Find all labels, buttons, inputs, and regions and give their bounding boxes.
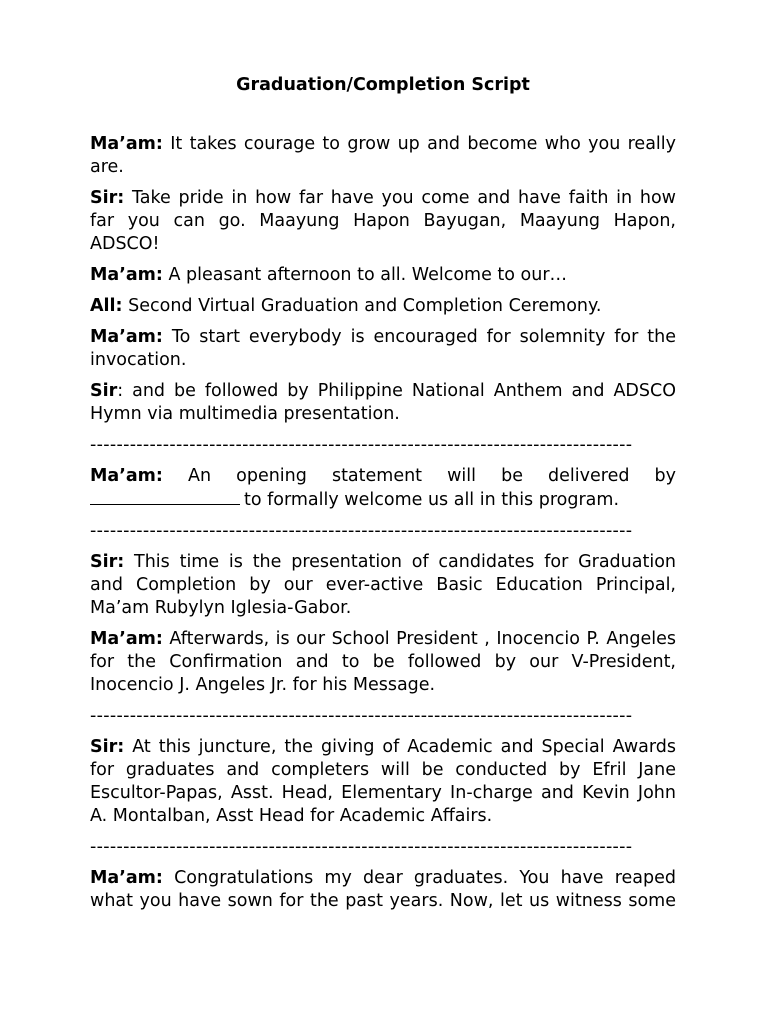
script-line	[90, 187, 676, 256]
speaker-label: Sir	[90, 381, 118, 401]
script-line	[90, 465, 676, 512]
script-line	[90, 551, 676, 620]
script-text: At this juncture, the giving of Academic and Special Awards for graduates and completers will be conducted by Efril Jane Escultor-Papas, Asst. Head, Elementary In-charge and Kevin John A. Montalban, Asst Head for Academic Affairs.	[90, 737, 676, 826]
fill-in-blank	[90, 488, 240, 505]
section-divider: ----------------------------------------------------------------------------------	[90, 837, 633, 857]
script-text: to formally welcome us all in this program.	[244, 490, 620, 510]
script-line	[90, 736, 676, 828]
script-text: Take pride in how far have you come and have faith in how far you can go. Maayung Hapon Bayugan, Maayung Hapon, ADSCO!	[90, 188, 676, 254]
script-line	[90, 326, 676, 372]
speaker-label: Sir:	[90, 552, 125, 572]
script-text: An opening statement will be delivered by	[162, 466, 676, 486]
speaker-label: All:	[90, 296, 123, 316]
section-divider: ----------------------------------------------------------------------------------	[90, 435, 633, 455]
script-text: This time is the presentation of candidates for Graduation and Completion by our ever-active Basic Education Principal, Ma’am Rubylyn Iglesia-Gabor.	[90, 552, 676, 618]
script-line	[90, 867, 676, 913]
speaker-label: Ma’am:	[90, 134, 163, 154]
section-divider: ----------------------------------------------------------------------------------	[90, 706, 633, 726]
script-text: It takes courage to grow up and become who you really are.	[90, 134, 676, 177]
speaker-label: Ma’am:	[90, 868, 163, 888]
speaker-label: Ma’am:	[90, 466, 163, 486]
document-title: Graduation/Completion Script	[236, 75, 530, 95]
speaker-label: Sir:	[90, 188, 125, 208]
speaker-label: Ma’am:	[90, 629, 163, 649]
script-text: Second Virtual Graduation and Completion Ceremony.	[122, 296, 602, 316]
script-text: Afterwards, is our School President , Inocencio P. Angeles for the Confirmation and to be followed by our V-President, Inocencio J. Angeles Jr. for his Message.	[90, 629, 676, 695]
speaker-label: Ma’am:	[90, 265, 163, 285]
script-line	[90, 628, 676, 697]
script-line	[90, 295, 676, 318]
script-text: To start everybody is encouraged for solemnity for the invocation.	[90, 327, 676, 370]
script-line	[90, 264, 676, 287]
document-page	[90, 74, 676, 921]
script-text: : and be followed by Philippine National Anthem and ADSCO Hymn via multimedia presentation.	[90, 381, 676, 424]
script-text: Congratulations my dear graduates. You have reaped what you have sown for the past years. Now, let us witness some	[90, 868, 676, 911]
script-text: A pleasant afternoon to all. Welcome to our…	[162, 265, 568, 285]
speaker-label: Ma’am:	[90, 327, 163, 347]
section-divider: ----------------------------------------------------------------------------------	[90, 521, 633, 541]
speaker-label: Sir:	[90, 737, 125, 757]
script-line	[90, 133, 676, 179]
script-line	[90, 380, 676, 426]
